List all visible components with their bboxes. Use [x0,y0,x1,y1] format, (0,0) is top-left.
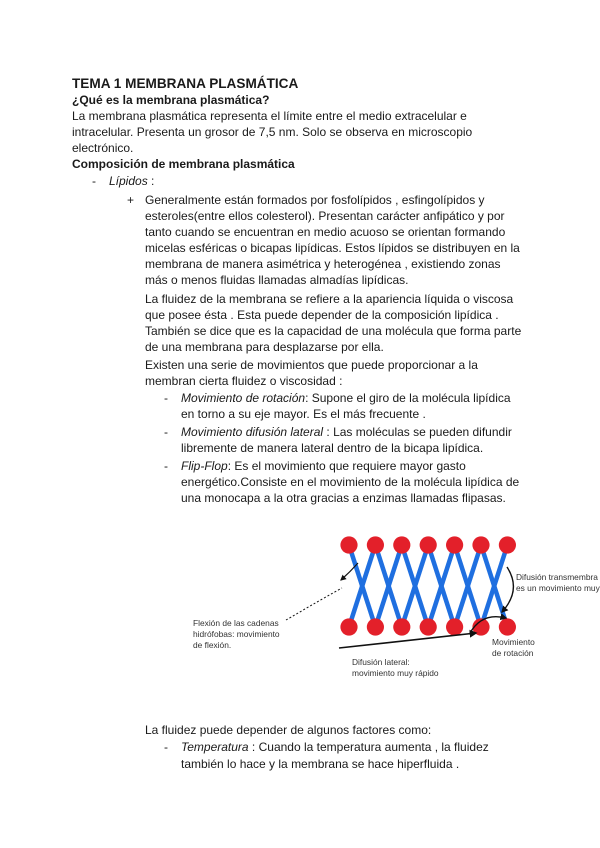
phospholipid-head [340,618,357,635]
lipid-text-line: esteroles(entre ellos colesterol). Presentan carácter anfipático y por [145,209,505,223]
label-lateral: movimiento muy rápido [352,668,439,678]
movement-desc-line: en torno a su eje mayor. Es el más frecuente . [181,407,426,421]
phospholipid-head [446,618,463,635]
lipid-text-line: membrana de manera asimétrica y heterogénea , existiendo zonas [145,257,501,271]
dash-bullet: - [164,459,168,473]
phospholipid-head [367,536,384,553]
phospholipid-head [446,536,463,553]
transverse-diffusion-arrow [502,567,513,612]
label-transverse: Difusión transmembra [516,572,598,582]
phospholipid-heads [340,536,516,635]
label-flexion: Flexión de las cadenas [193,618,279,628]
movement-desc: Las moléculas se pueden difundir [329,425,512,439]
lipid-tails [349,545,507,627]
lipid-text-line: micelas esféricas o bicapas lipídicas. Estos lípidos se distribuyen en la [145,241,520,255]
label-rotation: de rotación [492,648,534,658]
fluidity-text-line: de una membrana para desplazarse por ella. [145,340,384,354]
fluidity-text-line: También se dice que es la capacidad de una molécula que forma parte [145,324,522,338]
dash-bullet: - [92,174,96,188]
movement-desc-line: libremente de manera lateral dentro de la bicapa lipídica. [181,441,484,455]
movement-term: Flip-Flop [181,459,228,473]
label-flexion: de flexión. [193,640,232,650]
phospholipid-head [420,618,437,635]
fluidity-text-line: membran cierta fluidez o viscosidad : [145,374,343,388]
phospholipid-head [340,536,357,553]
factor-desc-line: también lo hace y la membrana se hace hiperfluida . [181,757,460,771]
movement-sep: : [305,391,309,405]
phospholipid-head [393,618,410,635]
movement-desc-line: una monocapa a la otra gracias a enzimas llamadas flipasas. [181,491,506,505]
label-lateral: Difusión lateral: [352,657,410,667]
movement-sep: : [323,425,330,439]
dash-bullet: - [164,391,168,405]
dash-bullet: - [164,425,168,439]
lipid-text-line: Generalmente están formados por fosfolípidos , esfingolípidos y [145,193,485,207]
factor-desc: Cuando la temperatura aumenta , la fluidez [255,740,489,754]
lipid-text-line: tanto cuando se encuentran en medio acuoso se orientan formando [145,225,506,239]
page-title: TEMA 1 MEMBRANA PLASMÁTICA [72,76,299,91]
lipid-text-line: más o menos fluidas llamadas almadías lipídicas. [145,273,409,287]
phospholipid-head [472,536,489,553]
factors-intro: La fluidez puede depender de algunos factores como: [145,723,432,737]
lipids-colon: : [147,174,155,188]
movement-term: Movimiento de rotación [181,391,306,405]
lateral-diffusion-arrow [339,633,476,648]
plus-bullet: + [127,193,135,207]
movement-desc: Es el movimiento que requiere mayor gasto [231,459,466,473]
fluidity-text-line: Existen una serie de movimientos que puede proporcionar a la [145,358,478,372]
movement-desc: Supone el giro de la molécula lipídica [308,391,511,405]
factor-term: Temperatura [181,740,249,754]
movement-sep: : [227,459,232,473]
phospholipid-head [499,618,516,635]
factor-sep: : [248,740,256,754]
section-heading-definition: ¿Qué es la membrana plasmática? [72,93,270,107]
movement-desc-line: energético.Consiste en el movimiento de la molécula lipídica de [181,475,520,489]
definition-line: La membrana plasmática representa el límite entre el medio extracelular e [72,109,467,123]
fluidity-text-line: que posee ésta . Esta puede depender de la composición lipídica . [145,308,499,322]
flexion-pointer-line [286,588,342,620]
phospholipid-head [499,536,516,553]
label-transverse: es un movimiento muy [516,583,600,593]
label-flexion: hidrófobas: movimiento [193,629,280,639]
movement-term: Movimiento difusión lateral [181,425,324,439]
dash-bullet: - [164,740,168,754]
section-heading-composition: Composición de membrana plasmática [72,157,295,171]
phospholipid-head [393,536,410,553]
definition-line: intracelular. Presenta un grosor de 7,5 nm. Solo se observa en microscopio [72,125,473,139]
lipids-label: Lípidos [109,174,148,188]
phospholipid-head [367,618,384,635]
definition-line: electrónico. [72,141,134,155]
label-rotation: Movimiento [492,637,535,647]
factor-item [181,739,489,756]
fluidity-text-line: La fluidez de la membrana se refiere a la apariencia líquida o viscosa [145,292,514,306]
phospholipid-head [420,536,437,553]
